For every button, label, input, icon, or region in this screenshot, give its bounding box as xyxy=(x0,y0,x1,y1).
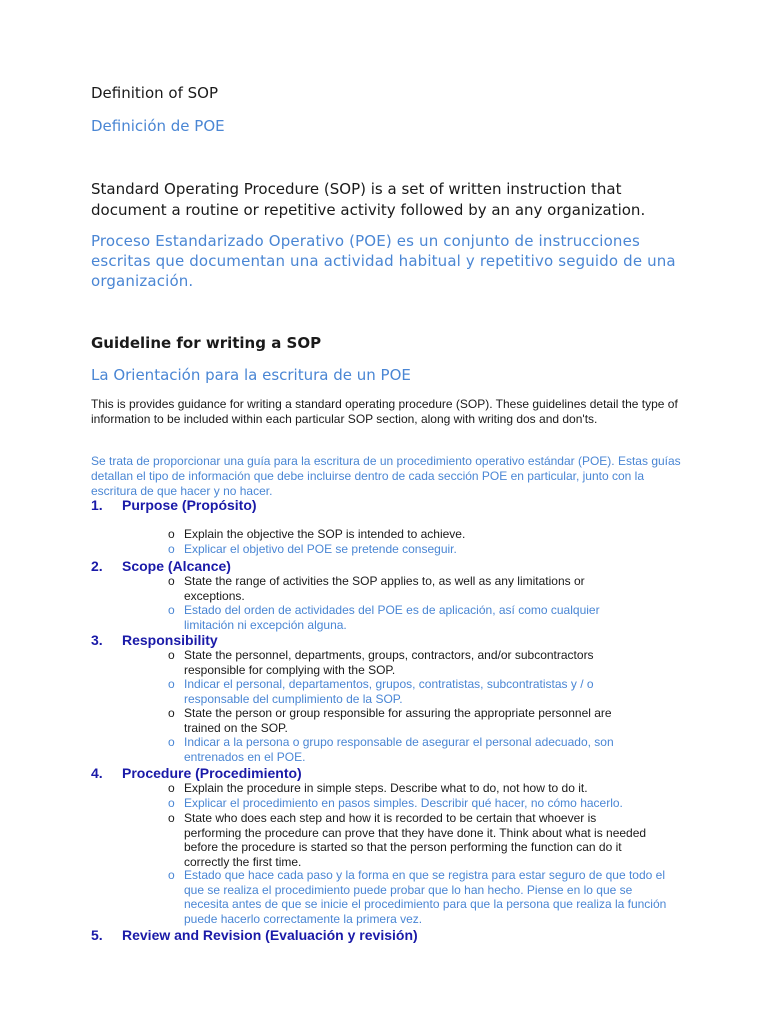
section-title: Review and Revision (Evaluación y revisión) xyxy=(122,927,418,943)
guideline-paragraph-spanish: Se trata de proporcionar una guía para la escritura de un procedimiento operativo estándar (POE). Estas guías detallan el tipo de información que debe incluirse dentro de cada sección POE en particular, junto con la escritura de que hacer y no hacer. xyxy=(91,454,681,498)
section-number: 4. xyxy=(91,765,103,781)
bullet-marker: o xyxy=(168,781,175,795)
guideline-heading-english: Guideline for writing a SOP xyxy=(91,334,322,352)
bullet-marker: o xyxy=(168,677,175,691)
section-title: Purpose (Propósito) xyxy=(122,497,257,513)
intro-paragraph-spanish: Proceso Estandarizado Operativo (POE) es un conjunto de instrucciones escritas que documentan una actividad habitual y repetitivo seguido de una organización. xyxy=(91,232,676,290)
list-item-text: Explicar el objetivo del POE se pretende conseguir. xyxy=(184,542,457,556)
bullet-marker: o xyxy=(168,796,175,810)
list-item xyxy=(168,677,638,706)
list-item xyxy=(168,648,638,677)
section-number: 1. xyxy=(91,497,103,513)
guideline-heading-spanish: La Orientación para la escritura de un POE xyxy=(91,366,411,384)
list-item xyxy=(168,811,648,869)
section-number: 3. xyxy=(91,632,103,648)
list-item-text: Explain the procedure in simple steps. Describe what to do, not how to do it. xyxy=(184,781,588,795)
title-spanish: Definición de POE xyxy=(91,117,225,135)
list-item-text: State the personnel, departments, groups, contractors, and/or subcontractors responsible for complying with the SOP. xyxy=(184,648,594,677)
list-item-text: State the range of activities the SOP applies to, as well as any limitations or exceptions. xyxy=(184,574,585,603)
list-item-text: Indicar el personal, departamentos, grupos, contratistas, subcontratistas y / o responsable del cumplimiento de la SOP. xyxy=(184,677,594,706)
bullet-marker: o xyxy=(168,574,175,588)
bullet-marker: o xyxy=(168,648,175,662)
list-item-text: Estado del orden de actividades del POE es de aplicación, así como cualquier limitación ni excepción alguna. xyxy=(184,603,600,632)
list-item-text: Explicar el procedimiento en pasos simples. Describir qué hacer, no cómo hacerlo. xyxy=(184,796,623,810)
guideline-paragraph-english: This is provides guidance for writing a standard operating procedure (SOP). These guidelines detail the type of information to be included within each particular SOP section, along with writing dos and don'ts. xyxy=(91,397,678,426)
section-title: Responsibility xyxy=(122,632,218,648)
list-item xyxy=(168,781,668,796)
list-item xyxy=(168,796,668,811)
list-item-text: Explain the objective the SOP is intended to achieve. xyxy=(184,527,466,541)
section-title: Procedure (Procedimiento) xyxy=(122,765,302,781)
bullet-marker: o xyxy=(168,868,175,882)
title-english: Definition of SOP xyxy=(91,84,219,102)
intro-paragraph-english: Standard Operating Procedure (SOP) is a set of written instruction that document a routine or repetitive activity followed by an any organization. xyxy=(91,180,646,219)
list-item xyxy=(168,542,668,557)
bullet-marker: o xyxy=(168,706,175,720)
bullet-marker: o xyxy=(168,603,175,617)
list-item xyxy=(168,574,638,603)
list-item xyxy=(168,603,648,632)
list-item xyxy=(168,706,648,735)
list-item-text: State the person or group responsible for assuring the appropriate personnel are trained on the SOP. xyxy=(184,706,612,735)
list-item-text: Indicar a la persona o grupo responsable de asegurar el personal adecuado, son entrenados en el POE. xyxy=(184,735,614,764)
bullet-marker: o xyxy=(168,811,175,825)
bullet-marker: o xyxy=(168,542,175,556)
list-item xyxy=(168,868,668,926)
bullet-marker: o xyxy=(168,527,175,541)
list-item-text: Estado que hace cada paso y la forma en que se registra para estar seguro de que todo el que se realiza el procedimiento puede probar que lo han hecho. Piense en lo que se necesita antes de que se inicie el procedimiento para que la persona que realiza la función puede hacerlo correctamente la primera vez. xyxy=(184,868,667,926)
section-number: 2. xyxy=(91,558,103,574)
section-title: Scope (Alcance) xyxy=(122,558,231,574)
bullet-marker: o xyxy=(168,735,175,749)
list-item xyxy=(168,735,648,764)
list-item xyxy=(168,527,668,542)
list-item-text: State who does each step and how it is recorded to be certain that whoever is performing the procedure can prove that they have done it. Think about what is needed before the procedure is started so that the person performing the function can do it correctly the first time. xyxy=(184,811,647,869)
section-number: 5. xyxy=(91,927,103,943)
